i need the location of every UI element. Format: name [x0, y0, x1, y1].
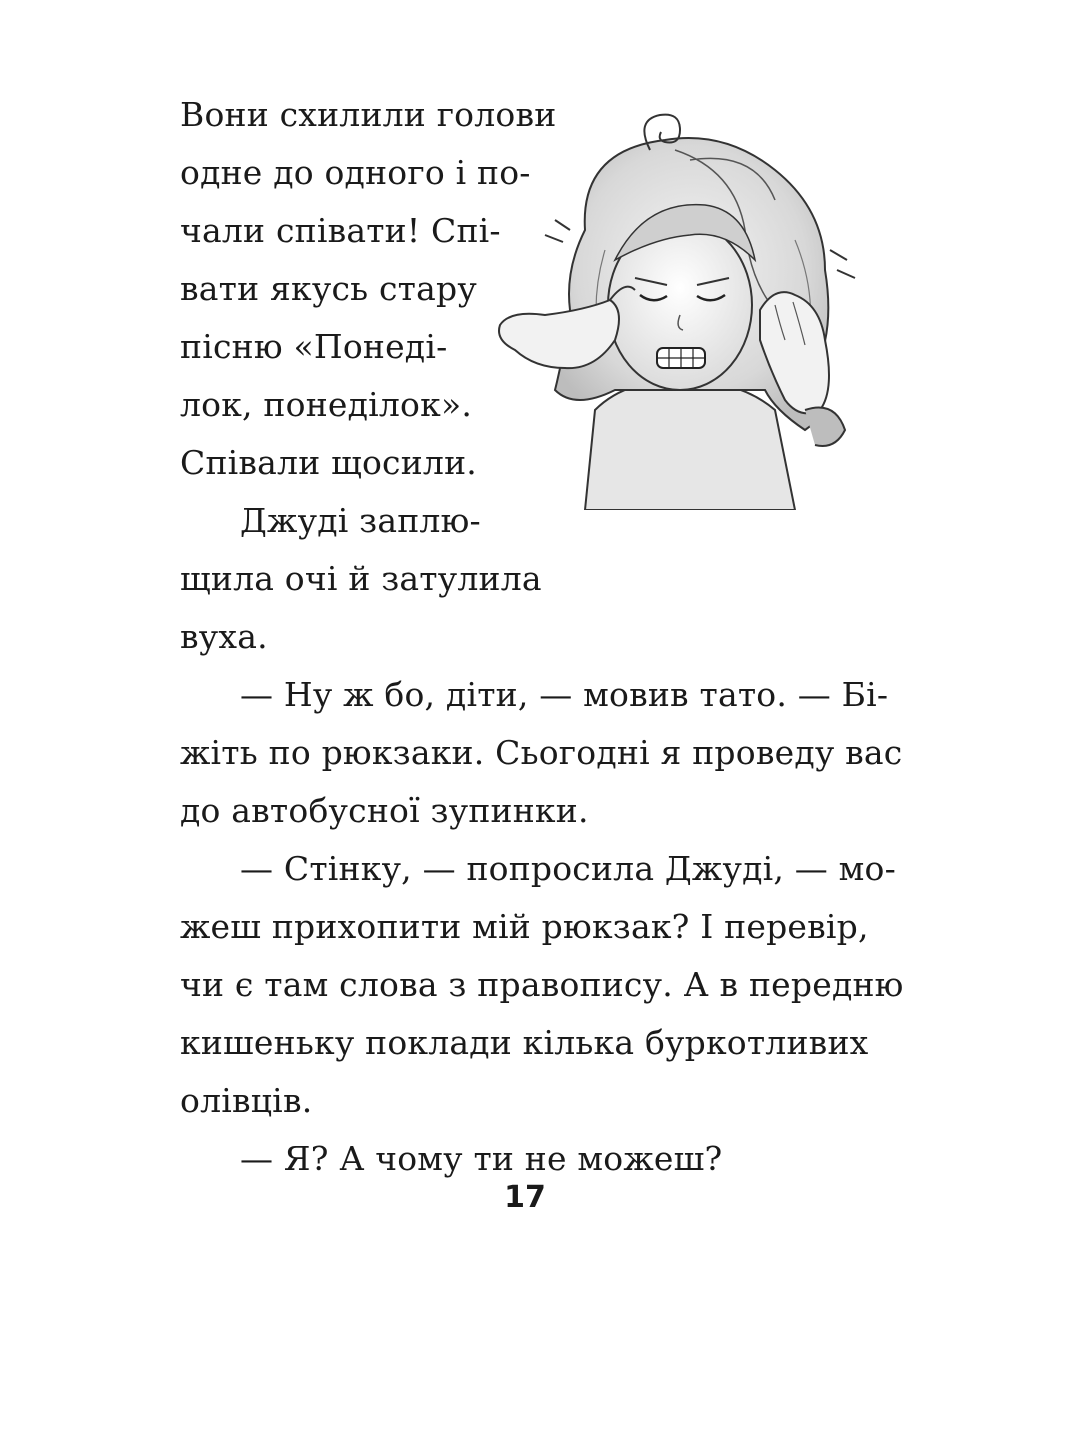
text-line-5: пісню «Понеді-	[180, 327, 448, 366]
text-line-2: одне до одного і по-	[180, 153, 531, 192]
girl-covering-ears-illustration	[475, 110, 885, 510]
text-line-4: вати якусь стару	[180, 269, 477, 308]
text-line-17: кишеньку поклади кілька буркотливих	[180, 1023, 869, 1062]
text-line-18: олівців.	[180, 1081, 313, 1120]
text-line-11: — Ну ж бо, діти, — мовив тато. — Бі-	[240, 675, 889, 714]
text-line-9: щила очі й затулила	[180, 559, 542, 598]
text-line-8: Джуді заплю-	[240, 501, 481, 540]
text-line-7: Співали щосили.	[180, 443, 477, 482]
text-line-16: чи є там слова з правопису. А в передню	[180, 965, 904, 1004]
page-number: 17	[504, 1180, 546, 1215]
text-line-15: жеш прихопити мій рюкзак? І перевір,	[180, 907, 869, 946]
text-line-13: до автобусної зупинки.	[180, 791, 589, 830]
text-line-3: чали співати! Спі-	[180, 211, 501, 250]
text-line-14: — Стінку, — попросила Джуді, — мо-	[240, 849, 896, 888]
text-line-19: — Я? А чому ти не можеш?	[240, 1139, 723, 1178]
text-line-12: жіть по рюкзаки. Сьогодні я проведу вас	[180, 733, 903, 772]
text-line-6: лок, понеділок».	[180, 385, 473, 424]
text-line-1: Вони схилили голови	[180, 95, 557, 134]
text-line-10: вуха.	[180, 617, 268, 656]
